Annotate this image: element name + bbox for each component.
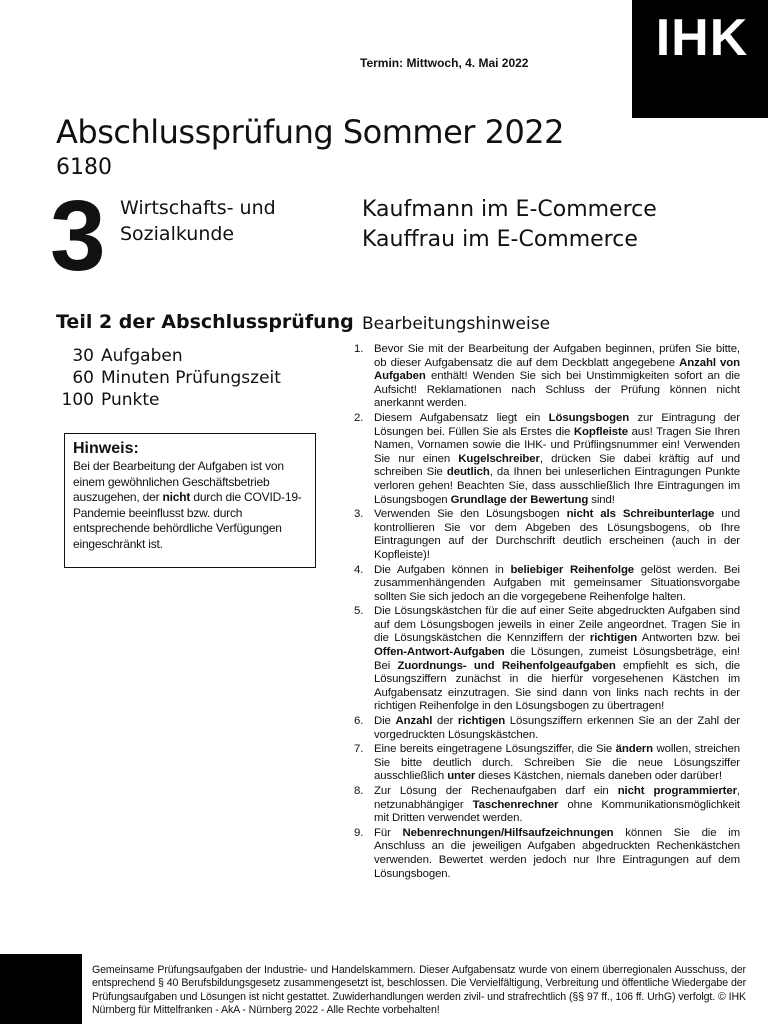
- hint-text: [374, 743, 740, 784]
- hint-text-part: empfiehlt es sich, die Lösungsziffern zunächst in die hierfür vorgesehenen Kästchen im Aufgabensatz einzutragen. Sie sind dann von links nach rechts in der richtigen Reihenfolge in den Lösungsbogen zu übertragen!: [374, 659, 740, 713]
- subject-title: [120, 195, 276, 247]
- hint-item: [354, 785, 740, 826]
- hint-text-bold: Kopfleiste: [573, 425, 628, 438]
- fact-number: 100: [61, 390, 94, 410]
- exam-date: Termin: Mittwoch, 4. Mai 2022: [360, 56, 529, 70]
- hint-text: [374, 715, 740, 742]
- hint-item: [354, 743, 740, 784]
- hint-item: [354, 412, 740, 507]
- fact-label: Aufgaben: [101, 346, 183, 366]
- hint-text-part: sind!: [588, 493, 615, 506]
- notice-title: Hinweis:: [73, 440, 139, 457]
- profession-line: Kauffrau im E-Commerce: [362, 227, 638, 252]
- hint-text-bold: deutlich: [446, 466, 490, 479]
- fact-number: 60: [72, 368, 94, 388]
- hint-item: [354, 827, 740, 881]
- exam-code: 6180: [56, 155, 112, 180]
- hint-text-bold: Kugelschreiber: [458, 452, 540, 465]
- hint-text-bold: Zuordnungs- und Reihenfolgeaufgaben: [397, 659, 616, 672]
- hint-text-part: enthält! Wenden Sie sich bei Unstimmigkeiten sofort an die Aufsicht! Reklamationen nach Schluss der Prüfung können nicht anerkannt werden.: [374, 370, 740, 410]
- hint-text: [374, 508, 740, 562]
- hints-list: [354, 343, 740, 882]
- hint-text: [374, 564, 740, 605]
- part-title: Teil 2 der Abschlussprüfung: [56, 311, 354, 333]
- hint-number: 6.: [354, 715, 364, 728]
- hint-text-part: Die: [374, 715, 396, 728]
- hint-text-bold: Lösungsbogen: [548, 411, 630, 424]
- hint-number: 1.: [354, 343, 364, 355]
- hint-text: [374, 343, 740, 411]
- hint-text-bold: Anzahl: [395, 715, 433, 728]
- hint-item: [354, 605, 740, 714]
- footer-block: [0, 954, 82, 1024]
- hint-text-part: ohne Kommunikationsmöglichkeit mit Dritten verwendet werden.: [374, 798, 740, 825]
- notice-box: [64, 433, 316, 568]
- hint-number: 9.: [354, 826, 364, 839]
- footer-text: Gemeinsame Prüfungsaufgaben der Industrie- und Handelskammern. Dieser Aufgabensatz wurde von einem überregionalen Ausschuss, der entsprechend § 40 Berufsbildungsgesetz zusammengesetzt ist, beschlossen. Die Vervielfältigung, Verbreitung und öffentliche Wiedergabe der Prüfungsaufgaben und Lösungen ist nicht gestattet. Zuwiderhandlungen werden zivil- und strafrechtlich (§§ 97 ff., 106 ff. UrhG) verfolgt. © IHK Nürnberg für Mittelfranken - AkA - Nürnberg 2022 - Alle Rechte vorbehalten!: [92, 964, 746, 1016]
- part-number: 3: [50, 180, 106, 292]
- notice-text-part: Bei der Bearbeitung der Aufgaben ist von einem gewöhnlichen Geschäftsbetrieb auszugehen, der: [73, 459, 284, 504]
- hint-text-bold: unter: [447, 770, 476, 783]
- hint-text-part: Die Lösungskästchen für die auf einer Seite abgedruckten Aufgaben sind auf dem Lösungsbogen jeweils in einer Zeile angeordnet. Tragen Sie in die Lösungskästchen die Kennziffern der: [374, 605, 740, 645]
- hint-number: 4.: [354, 563, 364, 576]
- hint-text-bold: beliebiger Reihenfolge: [510, 563, 635, 576]
- hint-text-bold: nicht programmierter: [617, 785, 737, 797]
- hint-text-part: Für: [374, 826, 403, 839]
- hint-text-part: , drücken Sie dabei kräftig auf und schreiben Sie: [374, 452, 740, 479]
- hint-text-part: wollen, streichen Sie bitte deutlich durch. Schreiben Sie die neue Lösungsziffer ausschließlich: [374, 743, 740, 783]
- fact-number: 30: [72, 346, 94, 366]
- ihk-logo: IHK: [655, 9, 749, 67]
- hint-text: [374, 785, 740, 826]
- fact-row: [56, 367, 281, 389]
- hint-text-part: aus! Tragen Sie Ihren Namen, Vornamen sowie die IHK- und Prüflingsnummer ein! Verwenden Sie nur einen: [374, 425, 740, 465]
- exam-facts: [56, 345, 281, 411]
- hint-text-bold: Grundlage der Bewertung: [450, 493, 589, 506]
- hint-text-bold: richtigen: [457, 715, 506, 728]
- hint-text-bold: Nebenrechnungen/Hilfsaufzeichnungen: [402, 826, 614, 839]
- fact-row: [56, 345, 281, 367]
- hint-text-part: Zur Lösung der Rechenaufgaben darf ein: [374, 785, 618, 797]
- fact-row: [56, 389, 281, 411]
- subject-line: Wirtschafts- und: [120, 197, 276, 219]
- page-title: Abschlussprüfung Sommer 2022: [56, 113, 565, 151]
- hint-number: 5.: [354, 605, 364, 618]
- hint-text-bold: richtigen: [589, 632, 638, 645]
- profession-title: [362, 195, 657, 255]
- hint-text: [374, 827, 740, 881]
- subject-line: Sozialkunde: [120, 223, 235, 245]
- hints-title: Bearbeitungshinweise: [362, 314, 551, 334]
- hint-text-part: , netzunabhängiger: [374, 785, 740, 811]
- hint-text-part: gelöst werden. Bei zusammenhängenden Aufgaben mit gemeinsamer Situationsvorgabe sollten Sie sich jedoch an die vorgegebene Reihenfolge halten.: [374, 563, 740, 603]
- notice-text: [73, 459, 307, 552]
- hint-text-part: Antworten bzw. bei: [637, 632, 740, 645]
- hint-text-part: können Sie die im Anschluss an die jeweiligen Aufgaben abgedruckten Rechenkästchen verwenden. Bewertet werden jedoch nur Ihre Eintragungen auf dem Lösungsbogen.: [374, 826, 740, 880]
- hint-text-part: Lösungsziffern erkennen Sie an der Zahl der vorgedruckten Lösungskästchen.: [374, 715, 740, 741]
- hint-text-part: Bevor Sie mit der Bearbeitung der Aufgaben beginnen, prüfen Sie bitte, ob dieser Aufgabensatz die auf dem Deckblatt angegebene: [374, 343, 740, 369]
- fact-label: Punkte: [101, 390, 160, 410]
- hint-text-part: dieses Kästchen, niemals daneben oder darüber!: [475, 770, 722, 783]
- notice-text-bold: nicht: [162, 490, 191, 504]
- notice-text-part: durch die COVID-19-Pandemie beeinflusst bzw. durch entsprechende behördliche Verfügungen eingeschränkt ist.: [73, 490, 302, 551]
- hint-text-part: die Lösungen, zumeist Lösungsbeträge, ein! Bei: [374, 646, 740, 672]
- fact-label: Minuten Prüfungszeit: [101, 368, 281, 388]
- hint-text: [374, 412, 740, 507]
- hint-text-bold: nicht als Schreibunterlage: [566, 508, 715, 521]
- hint-text-part: Die Aufgaben können in: [374, 563, 511, 576]
- hint-number: 8.: [354, 785, 364, 797]
- hint-text-part: Verwenden Sie den Lösungsbogen: [374, 508, 567, 521]
- hint-text-bold: ändern: [615, 743, 654, 756]
- hint-text: [374, 605, 740, 714]
- hint-text-bold: Anzahl von Aufgaben: [374, 356, 740, 383]
- hint-text-part: und kontrollieren Sie vor dem Abgeben des Lösungsbogens, ob Ihre Eintragungen auf der Durchschrift deutlich erscheinen (auch in der Kopfleiste)!: [374, 508, 740, 561]
- hint-text-part: der: [432, 715, 458, 728]
- hint-number: 2.: [354, 411, 364, 424]
- hint-text-bold: Offen-Antwort-Aufgaben: [374, 646, 505, 659]
- profession-line: Kaufmann im E-Commerce: [362, 197, 657, 222]
- hint-item: [354, 508, 740, 562]
- hint-number: 7.: [354, 743, 364, 756]
- hint-text-part: zur Eintragung der Lösungen bei. Füllen Sie als Erstes die: [374, 411, 740, 438]
- hint-item: [354, 715, 740, 742]
- hint-item: [354, 564, 740, 605]
- hint-text-part: Diesem Aufgabensatz liegt ein: [374, 411, 549, 424]
- hint-text-part: Eine bereits eingetragene Lösungsziffer, die Sie: [374, 743, 616, 756]
- hint-number: 3.: [354, 508, 364, 521]
- hint-item: [354, 343, 740, 411]
- hint-text-part: , da Ihnen bei unleserlichen Eintragungen Punkte verloren gehen! Beachten Sie, dass ausschließlich Ihre Eintragungen im Lösungsbogen: [374, 466, 740, 506]
- hint-text-bold: Taschenrechner: [472, 798, 559, 811]
